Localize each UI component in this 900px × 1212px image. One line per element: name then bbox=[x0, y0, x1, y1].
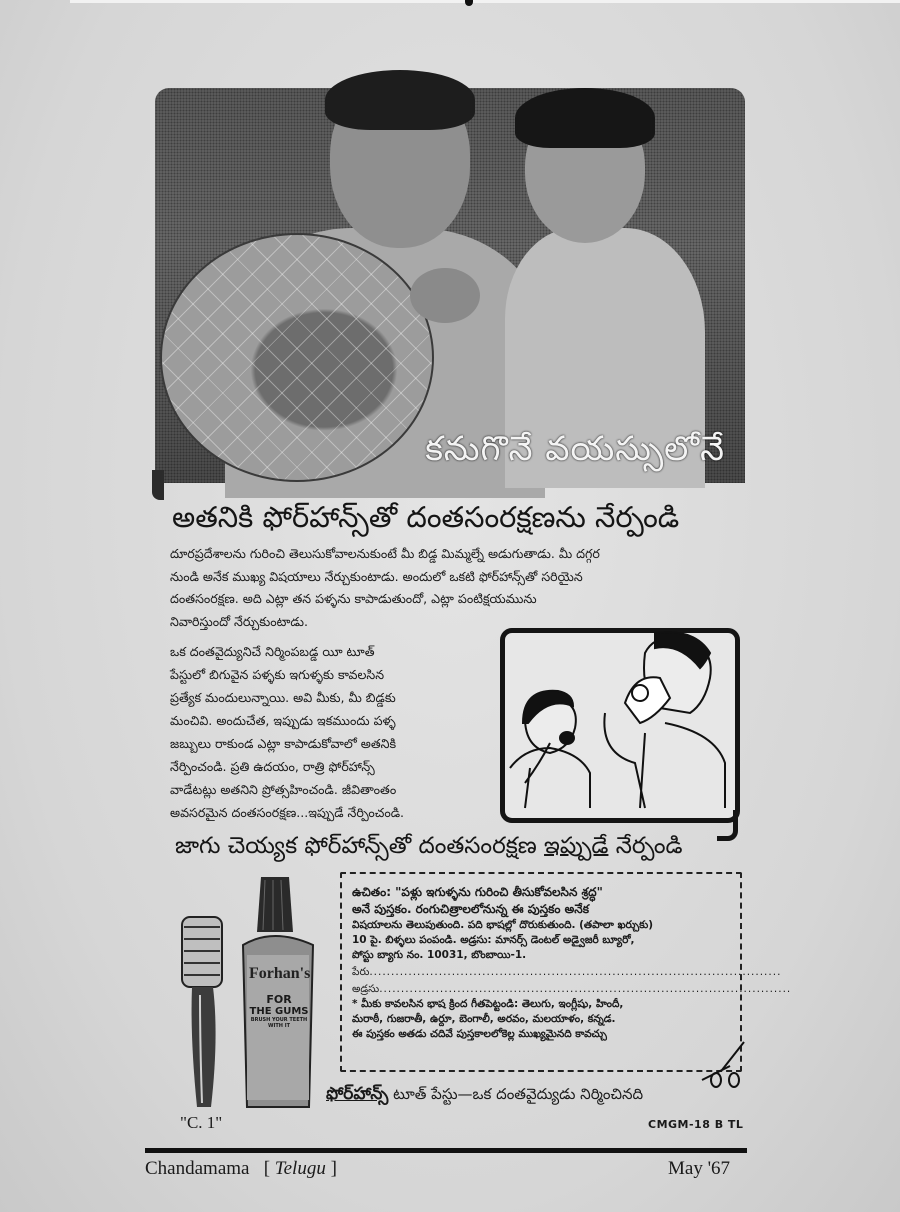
boy-hair bbox=[515, 88, 655, 148]
body-line: నేర్పించండి. ప్రతి ఉదయం, రాత్రి ఫోర్‌హాన్స్ bbox=[170, 759, 375, 774]
name-label: పేరు bbox=[352, 966, 370, 978]
tagline bbox=[326, 1084, 643, 1108]
toothbrush-icon bbox=[178, 915, 228, 1110]
coupon-note: * మీకు కావలసిన భాష క్రింద గీతపెట్టండి: తెలుగు, ఇంగ్లీషు, హిందీ, bbox=[352, 998, 624, 1010]
tagline-text: టూత్ పేస్టు—ఒక దంతవైద్యుడు నిర్మించినది bbox=[388, 1085, 644, 1103]
intro-line: నుండి అనేక ముఖ్య విషయాలు నేర్చుకుంటాడు. అందులో ఒకటి ఫోర్‌హాన్స్‌తో సరియైన bbox=[170, 568, 583, 584]
coupon-name-field[interactable] bbox=[352, 965, 782, 980]
magazine-name: Chandamama bbox=[145, 1158, 250, 1179]
tube-label-brush: BRUSH YOUR TEETH bbox=[250, 1017, 308, 1023]
brushing-drawing bbox=[505, 633, 725, 808]
coupon-lead: ఉచితం: "పళ్లు ఇగుళ్ళను గురించి తీసుకోవలసిన శ్రద్ధ" bbox=[352, 885, 603, 899]
body-line: మంచివి. అందుచేత, ఇప్పుడు ఇకముందు పళ్ళ bbox=[170, 713, 396, 728]
intro-paragraph bbox=[170, 543, 750, 633]
ad-reference-code: "C. 1" bbox=[180, 1113, 223, 1132]
scissors-icon bbox=[700, 1040, 750, 1090]
tube-brand: Forhan's bbox=[249, 965, 311, 982]
hero-photo bbox=[155, 88, 745, 483]
tube-label-gums: THE GUMS bbox=[249, 1006, 309, 1017]
address-label: అడ్రసు bbox=[352, 983, 380, 995]
photo-tail bbox=[152, 470, 164, 500]
address-input-line[interactable]: ............................................................................................... bbox=[379, 983, 792, 995]
headline: అతనికి ఫోర్‌హాన్స్‌తో దంతసంరక్షణను నేర్పండి bbox=[172, 500, 680, 534]
secondary-headline bbox=[175, 833, 755, 865]
intro-line: దూరప్రదేశాలను గురించి తెలుసుకోవాలనుకుంటే మీ బిడ్డ మిమ్మల్నే అడుగుతాడు. మీ దగ్గర bbox=[170, 546, 600, 561]
body-line: వాడేటట్లు అతనిని ప్రోత్సహించండి. జీవితాంతం bbox=[170, 782, 397, 797]
body-line: జబ్బులు రాకుండ ఎట్లా కాపాడుకోవాలో అతనికి bbox=[170, 736, 397, 751]
footer-rule bbox=[145, 1148, 747, 1153]
magazine-edition: Telugu bbox=[274, 1158, 326, 1179]
pointing-hand bbox=[410, 268, 480, 323]
tube-label-with: WITH IT bbox=[268, 1023, 290, 1029]
name-input-line[interactable]: ............................................................................................... bbox=[369, 966, 782, 978]
photo-caption: కనుగొనే వయస్సులోనే bbox=[425, 429, 725, 469]
agency-code: CMGM-18 B TL bbox=[648, 1118, 744, 1131]
tube-label-for: FOR bbox=[266, 993, 292, 1006]
footer-date: May '67 bbox=[668, 1158, 731, 1179]
coupon-detail: పోస్టు బ్యాగు నం. 10031, బొంబాయి-1. bbox=[352, 949, 527, 961]
coupon-detail: విషయాలను తెలుపుతుంది. పది భాషల్లో దొరుకుతుంది. (తపాలా ఖర్చుకు) bbox=[352, 919, 654, 931]
coupon-note: ఈ పుస్తకం అతడు చదివే పుస్తకాలలోకెల్ల ముఖ్యమైనది కావచ్చు bbox=[352, 1028, 607, 1040]
man-hair bbox=[325, 70, 475, 130]
body-line: ఒక దంతవైద్యునిచే నిర్మింపబడ్డ యీ టూత్ bbox=[170, 644, 375, 659]
page-edge bbox=[70, 0, 900, 3]
body-line: ప్రత్యేక మందులున్నాయి. అవి మీకు, మీ బిడ్డకు bbox=[170, 690, 396, 705]
toothpaste-tube bbox=[233, 875, 323, 1110]
coupon-note: మరాఠీ, గుజరాతీ, ఉర్దూ, బెంగాలీ, అరవం, మలయాళం, కన్నడ. bbox=[352, 1013, 616, 1025]
tagline-brand: ఫోర్‌హాన్స్ bbox=[326, 1084, 389, 1104]
globe-image bbox=[160, 233, 434, 482]
coupon-lead: అనే పుస్తకం. రంగుచిత్రాలలోనున్న ఈ పుస్తకం అనేక bbox=[352, 902, 589, 916]
intro-line: దంతసంరక్షణ. అది ఎట్లా తన పళ్ళను కాపాడుతుందో, ఎట్లా పంటిక్షయమును bbox=[170, 591, 537, 606]
body-line: అవసరమైన దంతసంరక్షణ...ఇప్పుడే నేర్పించండి. bbox=[170, 805, 405, 820]
binding-mark bbox=[465, 0, 473, 6]
headline2-end: నేర్పండి bbox=[608, 833, 683, 859]
brushing-illustration bbox=[500, 628, 740, 823]
body-column bbox=[170, 640, 482, 824]
headline2-emphasis: ఇప్పుడే bbox=[544, 833, 609, 859]
intro-line: నివారిస్తుందో నేర్చుకుంటాడు. bbox=[170, 613, 309, 629]
coupon-address-field[interactable] bbox=[352, 982, 792, 997]
footer-magazine: Chandamama [ Telugu ] bbox=[145, 1158, 337, 1179]
body-line: పేస్టులో బిగువైన పళ్ళకు ఇగుళ్ళకు కావలసిన bbox=[170, 667, 385, 682]
coupon-form bbox=[340, 872, 792, 1072]
headline2-text: జాగు చెయ్యక ఫోర్‌హాన్స్‌తో దంతసంరక్షణ bbox=[175, 833, 545, 859]
coupon-detail: 10 పై. బిళ్ళలు పంపండి. అడ్రసు: మానర్స్ డెంటల్ అడ్వైజరీ బ్యూరో, bbox=[352, 934, 635, 946]
